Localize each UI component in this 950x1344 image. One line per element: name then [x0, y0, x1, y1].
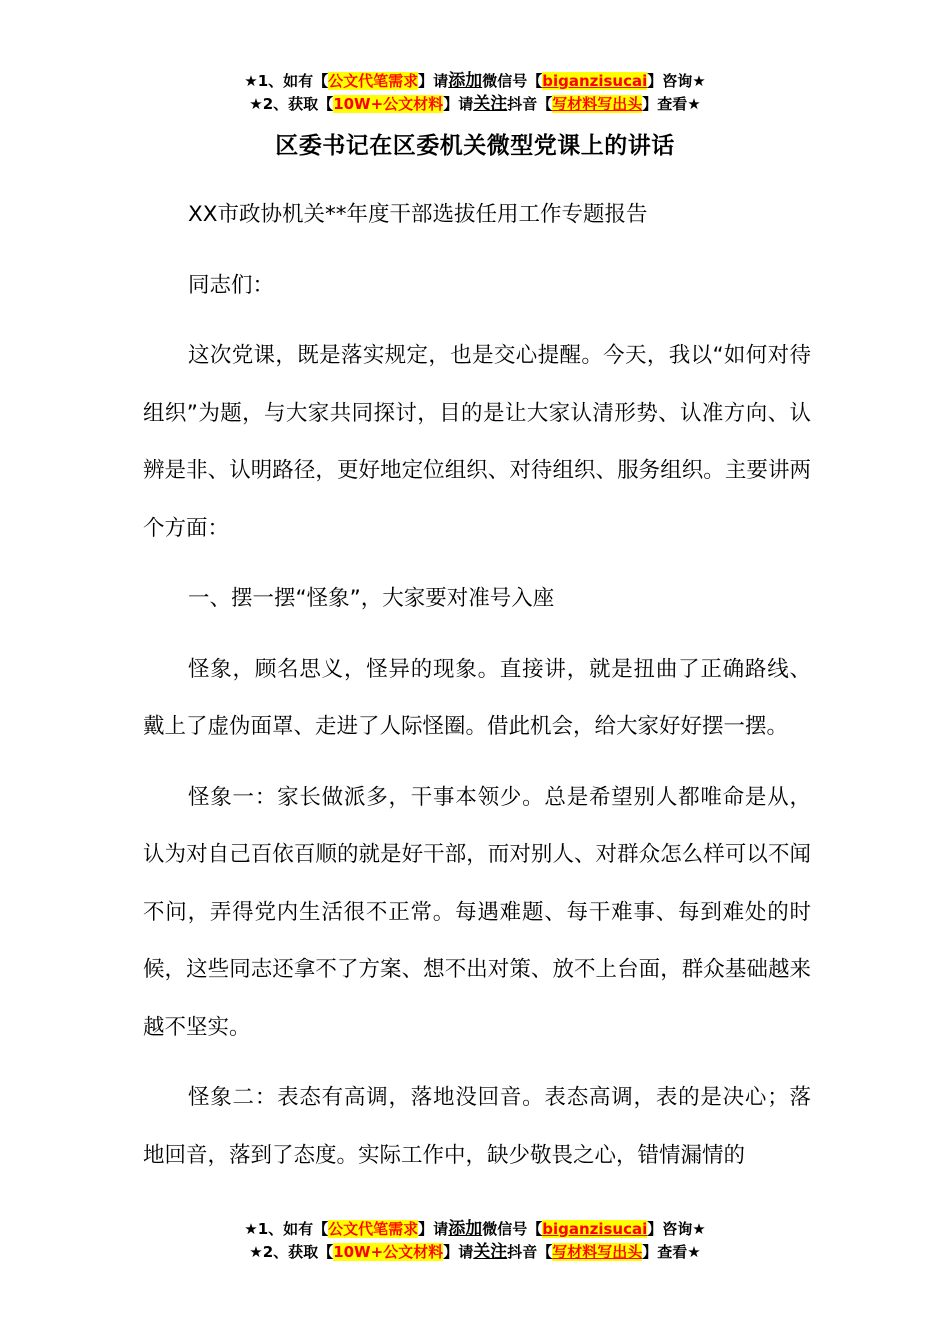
- paragraph-intro: 这次党课，既是落实规定，也是交心提醒。今天，我以“如何对待组织”为题，与大家共同探讨，目的是让大家认清形势、认准方向、认辨是非、认明路径，更好地定位组织、对待组织、服务组织。主要讲两个方面：: [143, 343, 811, 541]
- banner-line-1: [0, 1218, 950, 1241]
- banner-text: ★2、获取【: [249, 95, 334, 113]
- paragraph: 怪象一：家长做派多，干事本领少。总是希望别人都唯命是从，认为对自己百依百顺的就是好干部，而对别人、对群众怎么样可以不闻不问，弄得党内生活很不正常。每遇难题、每干难事、每到难处的时候，这些同志还拿不了方案、想不出对策、放不上台面，群众基础越来越不坚实。: [143, 784, 811, 1040]
- highlight-materials: 10W+公文材料: [333, 95, 444, 113]
- banner-line-2: [0, 1241, 950, 1264]
- document-body: [143, 186, 811, 1197]
- banner-text: 】请: [443, 1243, 474, 1261]
- banner-text: ★2、获取【: [249, 1243, 334, 1261]
- banner-text: 】咨询★: [647, 1220, 706, 1238]
- banner-emphasis: 关注: [473, 94, 508, 114]
- section-heading: 一、摆一摆“怪象”，大家要对准号入座: [188, 586, 555, 611]
- paragraph-subtitle: XX市政协机关**年度干部选拔任用工作专题报告: [188, 202, 648, 227]
- douyin-account: 写材料写出头: [552, 95, 643, 113]
- banner-text: 抖音【: [507, 95, 553, 113]
- banner-text: ★1、如有【: [244, 72, 329, 90]
- header-banner: [0, 70, 950, 116]
- paragraph: 怪象二：表态有高调，落地没回音。表态高调，表的是决心；落地回音，落到了态度。实际工作中，缺少敬畏之心，错情漏情的: [143, 1085, 811, 1168]
- highlight-materials: 10W+公文材料: [333, 1243, 444, 1261]
- highlight-service: 公文代笔需求: [328, 72, 419, 90]
- banner-text: 】请: [418, 72, 449, 90]
- banner-emphasis: 关注: [473, 1242, 508, 1262]
- footer-banner: [0, 1218, 950, 1264]
- banner-emphasis: 添加: [448, 71, 483, 91]
- banner-text: 】咨询★: [647, 72, 706, 90]
- banner-text: 微信号【: [482, 1220, 543, 1238]
- banner-text: 】查看★: [642, 1243, 701, 1261]
- document-title: 区委书记在区委机关微型党课上的讲话: [275, 133, 675, 159]
- banner-text: ★1、如有【: [244, 1220, 329, 1238]
- paragraph-salutation: 同志们：: [188, 272, 275, 298]
- banner-text: 】查看★: [642, 95, 701, 113]
- banner-emphasis: 添加: [448, 1219, 483, 1239]
- douyin-account: 写材料写出头: [552, 1243, 643, 1261]
- highlight-service: 公文代笔需求: [328, 1220, 419, 1238]
- wechat-id: biganzisucai: [542, 72, 648, 90]
- banner-text: 微信号【: [482, 72, 543, 90]
- banner-line-1: [0, 70, 950, 93]
- wechat-id: biganzisucai: [542, 1220, 648, 1238]
- paragraph: 怪象，顾名思义，怪异的现象。直接讲，就是扭曲了正确路线、戴上了虚伪面罩、走进了人际怪圈。借此机会，给大家好好摆一摆。: [143, 656, 811, 739]
- banner-text: 】请: [418, 1220, 449, 1238]
- banner-line-2: [0, 93, 950, 116]
- banner-text: 】请: [443, 95, 474, 113]
- banner-text: 抖音【: [507, 1243, 553, 1261]
